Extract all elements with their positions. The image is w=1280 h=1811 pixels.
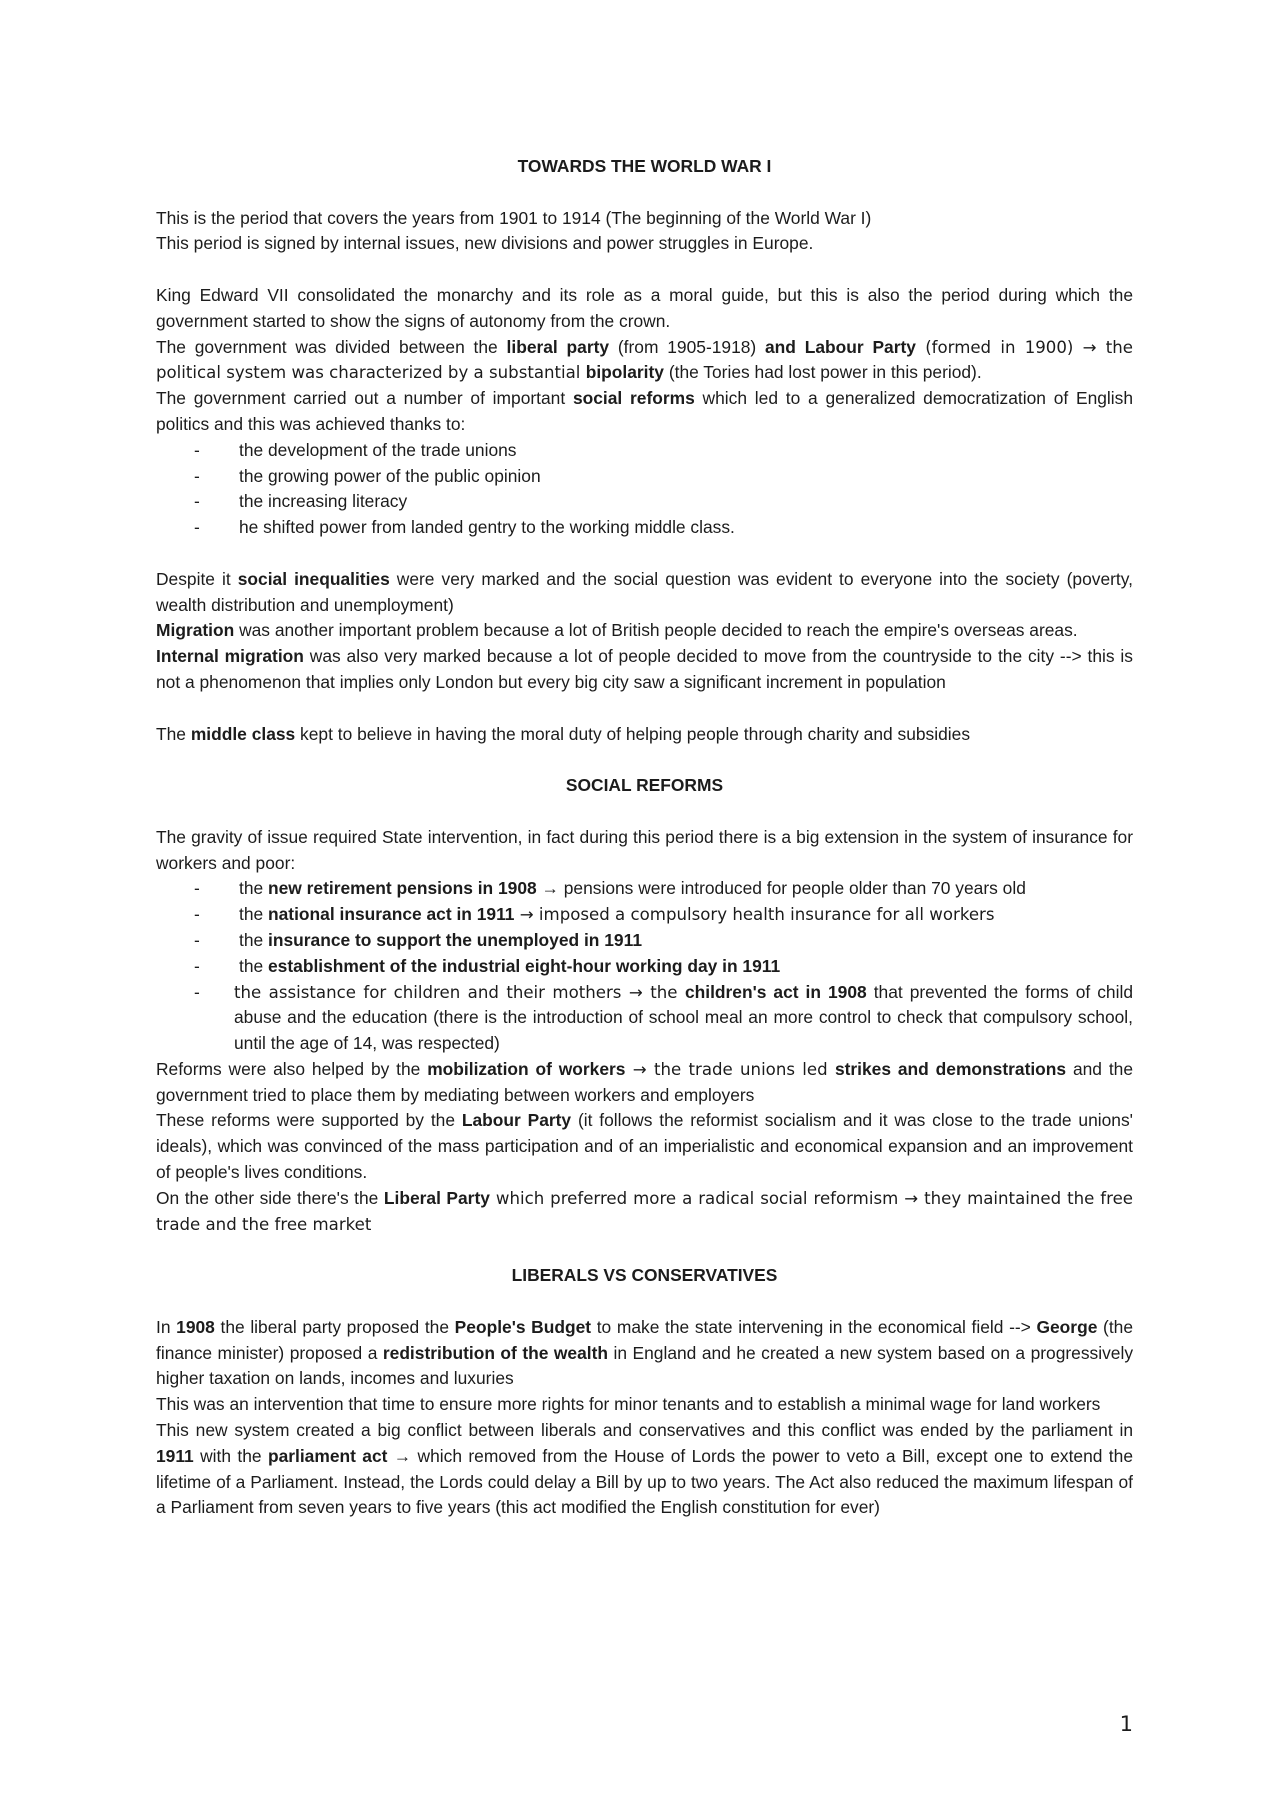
text: the bbox=[239, 878, 269, 899]
spacer bbox=[156, 257, 1133, 283]
text: The bbox=[156, 723, 191, 744]
list-item-text: the development of the trade unions bbox=[239, 439, 517, 460]
text: These reforms were supported by the bbox=[156, 1110, 462, 1131]
list-item bbox=[156, 980, 1133, 1057]
text: → imposed a compulsory health insurance for all workers bbox=[514, 905, 995, 925]
bold-text: mobilization of workers bbox=[427, 1058, 626, 1079]
text: which preferred more a radical social reformism → they maintained the free trade and the free market bbox=[156, 1188, 1133, 1234]
list-dash: - bbox=[194, 929, 200, 950]
bold-text: parliament act bbox=[267, 1445, 388, 1466]
list-item bbox=[156, 928, 1133, 954]
list-item bbox=[156, 515, 1133, 541]
spacer bbox=[156, 180, 1133, 206]
text: which led to a generalized democratization of English politics and this was achieved thanks to: bbox=[156, 388, 1134, 434]
bold-text: and Labour Party bbox=[765, 336, 916, 357]
text: Reforms were also helped by the bbox=[156, 1058, 428, 1079]
migration-paragraph bbox=[156, 618, 1133, 644]
parliament-act-paragraph bbox=[156, 1418, 1133, 1521]
bold-text: social reforms bbox=[572, 388, 695, 409]
list-dash: - bbox=[194, 465, 200, 486]
bold-text: new retirement pensions in 1908 bbox=[268, 878, 537, 899]
gravity-paragraph: The gravity of issue required State intervention, in fact during this period there is a big extension in the system of insurance for workers and poor: bbox=[156, 826, 1133, 873]
spacer bbox=[156, 541, 1133, 567]
list-dash: - bbox=[194, 878, 200, 899]
bold-text: 1911 bbox=[156, 1445, 194, 1466]
text: was another important problem because a lot of British people decided to reach the empire's overseas areas. bbox=[234, 620, 1078, 641]
spacer bbox=[156, 1289, 1133, 1315]
democratization-list bbox=[156, 438, 1133, 541]
text: → which removed from the House of Lords the power to veto a Bill, except one to extend the lifetime of a Parliament. Instead, the Lords could delay a Bill by up to two years. The Act also reduced the maximum lifespan of a Parliament from seven years to five years (this act modified the English constitution for ever) bbox=[156, 1445, 1133, 1518]
list-item bbox=[156, 438, 1133, 464]
text: This new system created a big conflict between liberals and conservatives and this conflict was ended by the parliament in bbox=[156, 1420, 1133, 1441]
list-item bbox=[156, 954, 1133, 980]
bold-text: redistribution of the wealth bbox=[382, 1342, 609, 1363]
intro-line-2: This period is signed by internal issues, new divisions and power struggles in Europe. bbox=[156, 233, 814, 254]
text: The government carried out a number of important bbox=[156, 388, 573, 409]
list-item bbox=[156, 489, 1133, 515]
text: the bbox=[239, 904, 269, 925]
list-dash: - bbox=[194, 439, 200, 460]
text: the bbox=[239, 955, 269, 976]
text: → the trade unions led bbox=[625, 1059, 835, 1079]
bold-text: insurance to support the unemployed in 1911 bbox=[268, 929, 642, 950]
text: The government was divided between the bbox=[156, 336, 507, 357]
text: the bbox=[239, 929, 269, 950]
heading-liberals-vs-conservatives: LIBERALS VS CONSERVATIVES bbox=[511, 1265, 778, 1286]
spacer bbox=[156, 799, 1133, 825]
list-item-text: he shifted power from landed gentry to the working middle class. bbox=[239, 517, 735, 538]
bold-text: bipolarity bbox=[585, 362, 664, 383]
bold-text: Labour Party bbox=[461, 1110, 572, 1131]
text: (the finance minister) proposed a bbox=[156, 1316, 1133, 1363]
text: kept to believe in having the moral duty of helping people through charity and subsidies bbox=[295, 723, 971, 744]
bold-text: establishment of the industrial eight-hour working day in 1911 bbox=[268, 955, 781, 976]
text: (it follows the reformist socialism and it was close to the trade unions' ideals), which was convinced of the mass participation and of an imperialistic and economical expansion and an improvement of people's lives conditions. bbox=[156, 1110, 1133, 1183]
list-item-text: the growing power of the public opinion bbox=[239, 465, 541, 486]
bold-text: 1908 bbox=[176, 1316, 215, 1337]
spacer bbox=[156, 747, 1133, 773]
list-item bbox=[156, 464, 1133, 490]
text: the liberal party proposed the bbox=[214, 1316, 455, 1337]
text: Despite it bbox=[156, 568, 238, 589]
text: to make the state intervening in the economical field --> bbox=[591, 1316, 1037, 1337]
text: (from 1905-1918) bbox=[609, 336, 766, 357]
bold-text: strikes and demonstrations bbox=[834, 1058, 1067, 1079]
peoples-budget-paragraph bbox=[156, 1315, 1133, 1392]
bold-text: People's Budget bbox=[454, 1316, 592, 1337]
heading-social-reforms: SOCIAL REFORMS bbox=[565, 775, 724, 796]
reforms-list bbox=[156, 876, 1133, 1057]
list-item bbox=[156, 902, 1133, 928]
page-number: 1 bbox=[1119, 1712, 1133, 1736]
text: with the bbox=[193, 1445, 268, 1466]
bold-text: children's act in 1908 bbox=[684, 981, 867, 1002]
bold-text: Migration bbox=[156, 620, 235, 641]
list-dash: - bbox=[194, 904, 200, 925]
bold-text: liberal party bbox=[506, 336, 610, 357]
spacer bbox=[156, 696, 1133, 722]
bold-text: Internal migration bbox=[156, 646, 304, 667]
bold-text: Liberal Party bbox=[383, 1187, 490, 1208]
inequalities-paragraph bbox=[156, 567, 1133, 619]
bold-text: social inequalities bbox=[237, 568, 390, 589]
list-dash: - bbox=[194, 955, 200, 976]
text: (the Tories had lost power in this period). bbox=[663, 362, 982, 383]
bold-text: George bbox=[1036, 1316, 1098, 1337]
labour-party-paragraph bbox=[156, 1108, 1133, 1185]
tenants-paragraph: This was an intervention that time to ensure more rights for minor tenants and to establish a minimal wage for land workers bbox=[156, 1394, 1101, 1415]
document-page bbox=[156, 0, 1133, 1521]
intro-line-1: This is the period that covers the years from 1901 to 1914 (The beginning of the World War I) bbox=[156, 207, 872, 228]
list-item bbox=[156, 876, 1133, 902]
list-dash: - bbox=[194, 491, 200, 512]
bold-text: middle class bbox=[190, 723, 296, 744]
internal-migration-paragraph bbox=[156, 644, 1133, 696]
text: (formed in 1900) → the political system was characterized by a substantial bbox=[156, 337, 1134, 383]
reforms-intro-paragraph bbox=[156, 386, 1133, 438]
middle-class-paragraph bbox=[156, 722, 1133, 748]
government-paragraph bbox=[156, 335, 1133, 387]
text: in England and he created a new system based on a progressively higher taxation on lands, incomes and luxuries bbox=[156, 1342, 1134, 1389]
list-dash: - bbox=[194, 517, 200, 538]
list-item-text: the increasing literacy bbox=[239, 491, 408, 512]
text: the assistance for children and their mothers → the bbox=[234, 982, 685, 1002]
text: was also very marked because a lot of people decided to move from the countryside to the city --> this is not a phenomenon that implies only London but every big city saw a significant increment in population bbox=[156, 646, 1133, 692]
text: and the government tried to place them by mediating between workers and employers bbox=[156, 1058, 1134, 1105]
mobilization-paragraph bbox=[156, 1057, 1133, 1109]
text: In bbox=[156, 1316, 177, 1337]
bold-text: national insurance act in 1911 bbox=[268, 904, 515, 925]
list-dash: - bbox=[194, 981, 200, 1002]
edward-paragraph: King Edward VII consolidated the monarchy and its role as a moral guide, but this is also the period during which the government started to show the signs of autonomy from the crown. bbox=[156, 284, 1133, 331]
text: that prevented the forms of child abuse and the education (there is the introduction of school meal an more control to check that compulsory school, until the age of 14, was respected) bbox=[234, 981, 1133, 1054]
liberal-party-paragraph bbox=[156, 1186, 1133, 1238]
heading-towards-ww1: TOWARDS THE WORLD WAR I bbox=[517, 156, 772, 176]
spacer bbox=[156, 1237, 1133, 1263]
text: → pensions were introduced for people older than 70 years old bbox=[536, 878, 1026, 899]
text: were very marked and the social question was evident to everyone into the society (poverty, wealth distribution and unemployment) bbox=[156, 568, 1133, 615]
text: On the other side there's the bbox=[156, 1187, 384, 1208]
